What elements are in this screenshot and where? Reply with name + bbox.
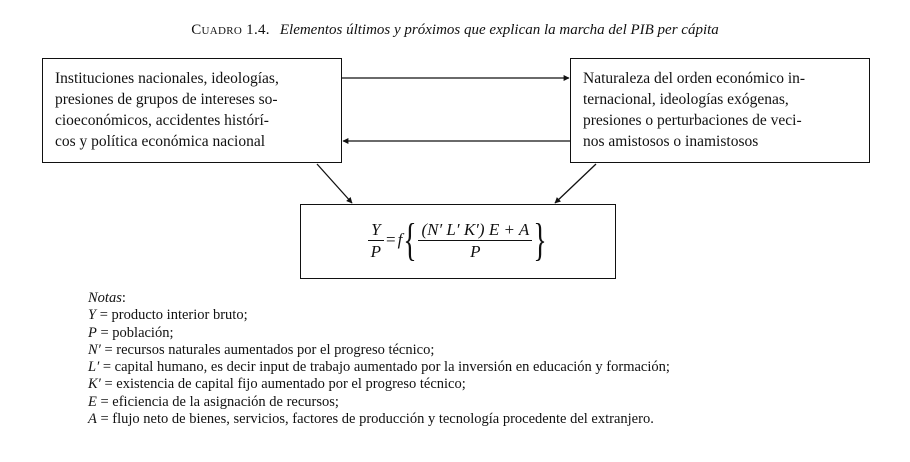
notes-heading: Notas <box>88 290 122 306</box>
box-text-line: Naturaleza del orden económico in- <box>583 70 806 87</box>
note-item <box>88 394 670 411</box>
lhs-fraction <box>368 220 384 261</box>
notes-section <box>88 290 670 428</box>
box-text-line: presiones de grupos de intereses so- <box>55 91 278 108</box>
figure-caption: Elementos últimos y próximos que explican la marcha del PIB per cápita <box>279 22 719 38</box>
note-text: = flujo neto de bienes, servicios, factores de producción y tecnología procedente del extranjero. <box>96 411 654 428</box>
note-symbol: P <box>88 324 97 341</box>
note-symbol: N′ <box>88 341 101 358</box>
box-text-line: cioeconómicos, accidentes histórí- <box>55 112 269 129</box>
note-symbol: Y <box>88 307 97 324</box>
box-text-line: presiones o perturbaciones de veci- <box>583 112 802 129</box>
note-item <box>88 376 670 393</box>
close-brace: } <box>533 214 547 265</box>
rhs-fraction <box>418 220 532 261</box>
arrow-left-to-equation <box>317 164 352 203</box>
lhs-numerator: Y <box>368 220 383 241</box>
note-item <box>88 359 670 376</box>
note-text: = existencia de capital fijo aumentado por el progreso técnico; <box>100 376 466 393</box>
note-text: = población; <box>96 324 174 341</box>
note-symbol: L′ <box>88 359 100 376</box>
box-text-line: nos amistosos o inamistosos <box>583 133 759 150</box>
box-text-line: cos y política económica nacional <box>55 133 266 150</box>
arrow-right-to-equation <box>555 164 596 203</box>
note-symbol: A <box>88 411 97 428</box>
note-text: = producto interior bruto; <box>96 307 248 324</box>
equals-sign: = <box>386 230 396 249</box>
rhs-denominator: P <box>470 241 481 261</box>
open-brace: { <box>403 214 418 265</box>
figure-label: Cuadro 1.4. <box>191 22 270 38</box>
lhs-denominator: P <box>370 241 382 261</box>
note-text: = recursos naturales aumentados por el progreso técnico; <box>100 341 435 358</box>
note-item <box>88 325 670 342</box>
box-text-line: ternacional, ideologías exógenas, <box>583 91 789 108</box>
notes-heading-line: Notas: <box>88 290 126 306</box>
gdp-equation <box>301 214 615 265</box>
box-text-line: Instituciones nacionales, ideologías, <box>55 70 279 87</box>
rhs-numerator: (N′ L′ K′) E + A <box>418 220 532 241</box>
note-item <box>88 411 670 428</box>
international-factors-box <box>570 58 870 163</box>
note-symbol: K′ <box>88 376 101 393</box>
note-text: = capital humano, es decir input de trabajo aumentado por la inversión en educación y formación; <box>99 359 670 376</box>
function-symbol: f <box>397 230 403 249</box>
national-factors-box <box>42 58 342 163</box>
equation-box <box>300 204 616 279</box>
note-symbol: E <box>88 393 97 410</box>
note-text: = eficiencia de la asignación de recursos; <box>96 393 339 410</box>
note-item <box>88 342 670 359</box>
note-item <box>88 307 670 324</box>
